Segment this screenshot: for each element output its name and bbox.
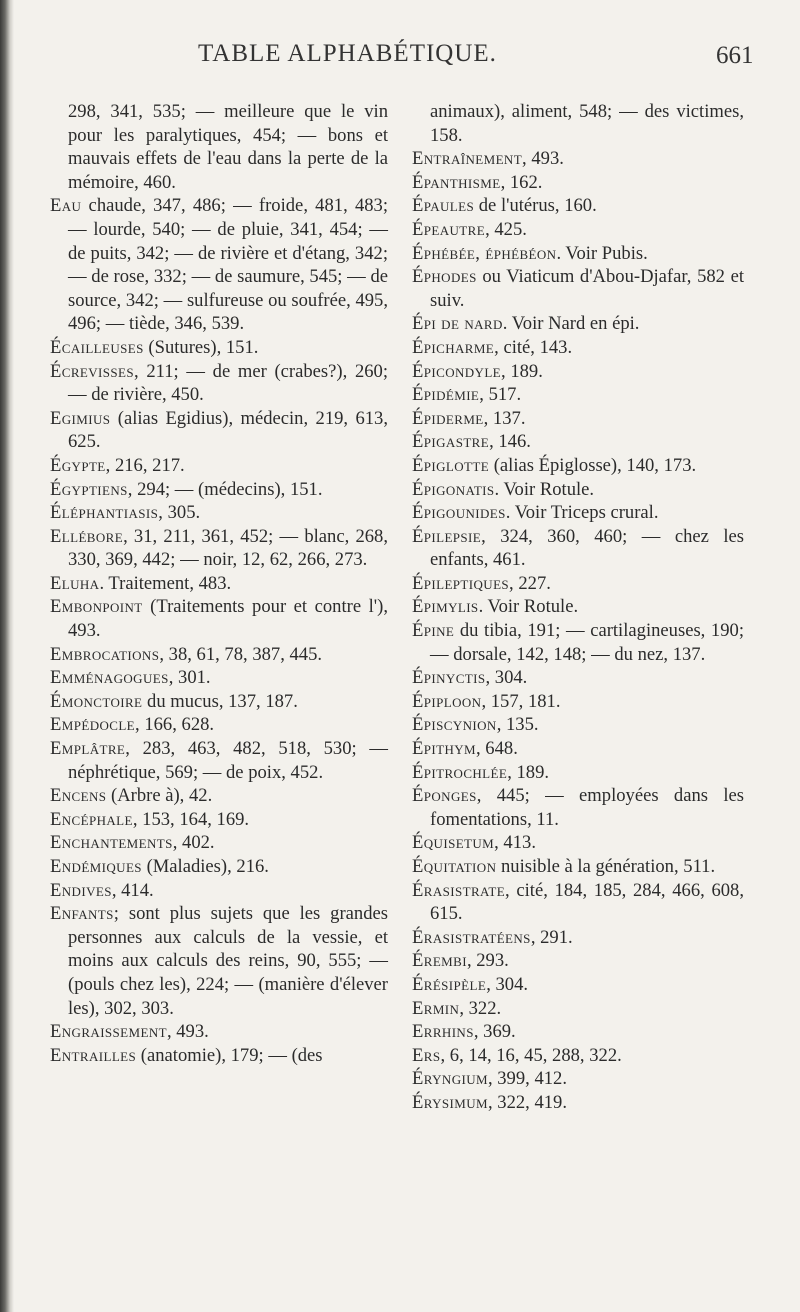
index-headword: Épidémie: [412, 384, 480, 406]
index-headword: Endémiques: [50, 856, 142, 877]
index-entry: [50, 454, 388, 478]
index-entry: [50, 478, 388, 502]
index-entry: [412, 147, 744, 171]
index-references: , cité, 184, 185, 284, 466, 608, 615.: [430, 879, 744, 925]
index-entry: [412, 949, 744, 973]
index-references: , 135.: [496, 714, 539, 736]
index-entry: [50, 501, 388, 525]
index-headword: Épilepsie: [412, 525, 482, 547]
index-references: , 31, 211, 361, 452; — blanc, 268, 330, 369, 442; — noir, 12, 62, 266, 273.: [68, 525, 388, 571]
index-headword: Enfants: [50, 903, 114, 925]
index-entry: [412, 1020, 744, 1044]
index-entry: [50, 100, 388, 194]
index-references: (Sutures), 151.: [143, 336, 259, 358]
index-references: . Voir Triceps crural.: [505, 502, 659, 524]
index-entry: [50, 360, 388, 407]
index-references: (alias Épiglosse), 140, 173.: [489, 454, 697, 476]
index-headword: Ermin: [412, 997, 460, 1019]
index-references: , 322.: [459, 997, 502, 1019]
index-headword: Égypte: [50, 454, 106, 476]
index-entry: [50, 808, 388, 832]
index-references: (alias Egidius), médecin, 219, 613, 625.: [68, 407, 388, 453]
index-headword: Épileptiques: [412, 572, 510, 594]
index-references: , 294; — (médecins), 151.: [127, 478, 323, 500]
index-references: , cité, 143.: [494, 336, 573, 358]
index-references: , 369.: [473, 1021, 516, 1043]
index-entry: [50, 784, 388, 808]
index-headword: Épicondyle: [412, 360, 502, 382]
index-references: , 137.: [483, 407, 526, 429]
index-references: , 445; — employées dans les fomentations, 11.: [430, 785, 744, 830]
index-headword: Épi de nard: [412, 313, 503, 335]
index-references: du tibia, 191; — cartilagineuses, 190; — dorsale, 142, 148; — du nez, 137.: [430, 620, 744, 665]
index-entry: [412, 1067, 744, 1091]
index-headword: Écailleuses: [50, 336, 144, 358]
index-headword: Épanthisme: [412, 171, 501, 193]
index-headword: Épitrochlée: [412, 761, 508, 783]
index-headword: Érasistratéens: [412, 926, 531, 948]
index-references: . Voir Rotule.: [494, 478, 595, 500]
index-entry: [50, 643, 388, 667]
index-entry: [412, 525, 744, 572]
index-entry: [50, 713, 388, 737]
index-entry: [412, 407, 744, 431]
index-entry: [412, 501, 744, 525]
index-references: , 322, 419.: [487, 1091, 567, 1113]
index-entry: [50, 1020, 388, 1044]
index-headword: Encens: [50, 785, 107, 807]
index-entry: [50, 1044, 388, 1068]
index-references: , 216, 217.: [105, 454, 185, 476]
index-headword: Éléphantiasis: [50, 502, 159, 524]
index-references: , 227.: [509, 572, 551, 594]
index-references: , 304.: [486, 973, 529, 995]
index-headword: Épiglotte: [412, 454, 490, 476]
index-headword: Éphodes: [412, 266, 477, 288]
index-references: , 6, 14, 16, 45, 288, 322.: [440, 1044, 622, 1066]
index-references: , 162.: [500, 171, 543, 193]
index-entry: [412, 454, 744, 478]
index-references: , 146.: [489, 431, 531, 453]
index-references: . Voir Pubis.: [556, 242, 648, 264]
index-entry: [412, 430, 744, 454]
index-references: (Maladies), 216.: [141, 856, 269, 877]
index-headword: Épaules: [412, 195, 475, 217]
index-entry: [50, 902, 388, 1020]
index-references: nuisible à la génération, 511.: [496, 856, 716, 877]
index-entry: [412, 312, 744, 336]
index-entry: [412, 194, 744, 218]
index-headword: Ellébore: [50, 525, 124, 547]
index-references: . Traitement, 483.: [99, 572, 232, 594]
index-entry: [412, 713, 744, 737]
index-headword: Épeautre: [412, 218, 486, 240]
index-headword: Empédocle: [50, 714, 136, 736]
index-headword: Épigounides: [412, 502, 506, 524]
running-title: TABLE ALPHABÉTIQUE.: [198, 40, 497, 67]
index-headword: Épimylis: [412, 596, 479, 618]
index-headword: Engraissement: [50, 1021, 167, 1043]
index-headword: Équisetum: [412, 832, 495, 854]
index-headword: Encéphale: [50, 808, 133, 830]
index-references: , 648.: [476, 738, 518, 760]
index-headword: Enchantements: [50, 832, 173, 854]
index-headword: Emplâtre: [50, 738, 126, 760]
index-entry: [412, 572, 744, 596]
index-headword: Éryngium: [412, 1068, 488, 1090]
index-references: chaude, 347, 486; — froide, 481, 483; — lourde, 540; — de pluie, 341, 454; — de puits, 342; — de rivière et d'étang, 342; — de rose, 332; — de saumure, 545; — de source, 342; — sulfureuse ou soufrée, 495, 496; — tiède, 346, 539.: [68, 195, 388, 335]
index-references: , 157, 181.: [481, 690, 561, 712]
index-entry: [412, 383, 744, 407]
index-headword: Éponges: [412, 785, 477, 807]
index-entry: [50, 831, 388, 855]
index-references: . Voir Nard en épi.: [502, 313, 640, 335]
index-references: , 305.: [158, 502, 201, 524]
index-entry: [412, 100, 744, 147]
index-references: , 413.: [494, 832, 536, 854]
index-references: du mucus, 137, 187.: [142, 690, 298, 712]
index-references: (Arbre à), 42.: [106, 785, 213, 807]
index-entry: [50, 572, 388, 596]
index-headword: Écrevisses: [50, 360, 134, 382]
index-entry: [50, 407, 388, 454]
index-references: de l'utérus, 160.: [474, 195, 597, 217]
index-entry: [50, 855, 388, 879]
index-references: , 304.: [485, 667, 528, 689]
index-headword: Épigastre: [412, 431, 490, 453]
index-entry: [50, 336, 388, 360]
index-entry: [412, 265, 744, 312]
index-entry: [50, 737, 388, 784]
index-references: , 293.: [466, 950, 509, 972]
index-references: , 402.: [172, 832, 215, 854]
index-references: , 38, 61, 78, 387, 445.: [159, 643, 323, 665]
index-references: , 493.: [166, 1021, 209, 1043]
index-headword: Egimius: [50, 407, 111, 429]
index-headword: Érysimum: [412, 1091, 488, 1113]
index-headword: Entrailles: [50, 1044, 137, 1066]
index-references: , 493.: [522, 148, 564, 170]
index-entry: [412, 595, 744, 619]
index-entry: [412, 997, 744, 1021]
index-entry: [412, 1091, 744, 1115]
index-entry: [412, 242, 744, 266]
index-headword: Endives: [50, 879, 112, 901]
index-references: , 189.: [501, 360, 543, 382]
index-entry: [50, 194, 388, 336]
index-entry: [412, 619, 744, 666]
index-headword: Embrocations: [50, 643, 160, 665]
index-headword: Érésipèle: [412, 973, 487, 995]
index-headword: Épithym: [412, 738, 476, 760]
index-references: 298, 341, 535; — meilleure que le vin pour les paralytiques, 454; — bons et mauvais effets de l'eau dans la perte de la mémoire, 460.: [68, 101, 388, 193]
index-headword: Émonctoire: [50, 690, 143, 712]
index-entry: [412, 666, 744, 690]
index-references: , 211; — de mer (crabes?), 260; — de rivière, 450.: [68, 360, 388, 406]
index-references: , 301.: [168, 667, 211, 689]
page-header: [0, 40, 800, 80]
index-entry: [50, 879, 388, 903]
index-headword: Égyptiens: [50, 478, 128, 500]
index-headword: Éphébée, éphébéon: [412, 242, 557, 264]
index-entry: [412, 690, 744, 714]
index-entry: [412, 831, 744, 855]
index-references: , 517.: [479, 384, 522, 406]
index-headword: Emménagogues: [50, 667, 169, 689]
index-headword: Eau: [50, 195, 82, 217]
book-spine-shadow: [0, 0, 14, 1312]
index-references: , 291.: [530, 926, 573, 948]
index-entry: [50, 690, 388, 714]
index-headword: Épiscynion: [412, 714, 497, 736]
index-references: . Voir Rotule.: [478, 596, 579, 618]
index-entry: [412, 1044, 744, 1068]
index-column-left: [50, 100, 388, 1067]
index-references: , 283, 463, 482, 518, 530; — néphrétique, 569; — de poix, 452.: [68, 738, 388, 783]
index-headword: Équitation: [412, 856, 497, 877]
index-references: animaux), aliment, 548; — des victimes, 158.: [430, 101, 744, 146]
index-references: , 399, 412.: [487, 1068, 567, 1090]
index-headword: Épinyctis: [412, 667, 486, 689]
index-references: (Traitements pour et contre l'), 493.: [68, 596, 388, 642]
index-headword: Épigonatis: [412, 478, 495, 500]
index-entry: [412, 218, 744, 242]
index-entry: [412, 761, 744, 785]
index-references: ; sont plus sujets que les grandes personnes aux calculs de la vessie, et moins aux calculs des reins, 90, 555; — (pouls chez les), 224; — (manière d'élever les), 302, 303.: [68, 903, 388, 1019]
index-headword: Embonpoint: [50, 596, 143, 618]
index-headword: Eluha: [50, 572, 100, 594]
index-entry: [412, 737, 744, 761]
index-entry: [412, 171, 744, 195]
index-entry: [412, 879, 744, 926]
index-entry: [50, 666, 388, 690]
index-references: , 189.: [507, 761, 550, 783]
index-entry: [412, 360, 744, 384]
index-references: , 414.: [111, 879, 154, 901]
index-references: (anatomie), 179; — (des: [136, 1044, 323, 1066]
index-entry: [412, 973, 744, 997]
index-entry: [412, 855, 744, 879]
index-headword: Ers: [412, 1044, 441, 1066]
index-entry: [412, 336, 744, 360]
index-entry: [50, 595, 388, 642]
index-entry: [412, 478, 744, 502]
index-entry: [412, 784, 744, 831]
index-references: , 166, 628.: [135, 714, 215, 736]
page-number: 661: [716, 42, 754, 69]
index-headword: Épiploon: [412, 690, 482, 712]
index-headword: Érembi: [412, 950, 467, 972]
index-headword: Érasistrate: [412, 879, 506, 901]
index-headword: Épiderme: [412, 407, 484, 429]
index-headword: Errhins: [412, 1021, 474, 1043]
index-column-right: [412, 100, 744, 1115]
index-references: ou Viaticum d'Abou-Djafar, 582 et suiv.: [430, 266, 744, 311]
index-references: , 153, 164, 169.: [132, 808, 250, 830]
index-headword: Entraînement: [412, 148, 523, 170]
index-references: , 425.: [485, 218, 527, 240]
index-entry: [50, 525, 388, 572]
index-references: , 324, 360, 460; — chez les enfants, 461.: [430, 525, 744, 571]
index-headword: Épicharme: [412, 336, 495, 358]
index-entry: [412, 926, 744, 950]
index-headword: Épine: [412, 620, 455, 642]
